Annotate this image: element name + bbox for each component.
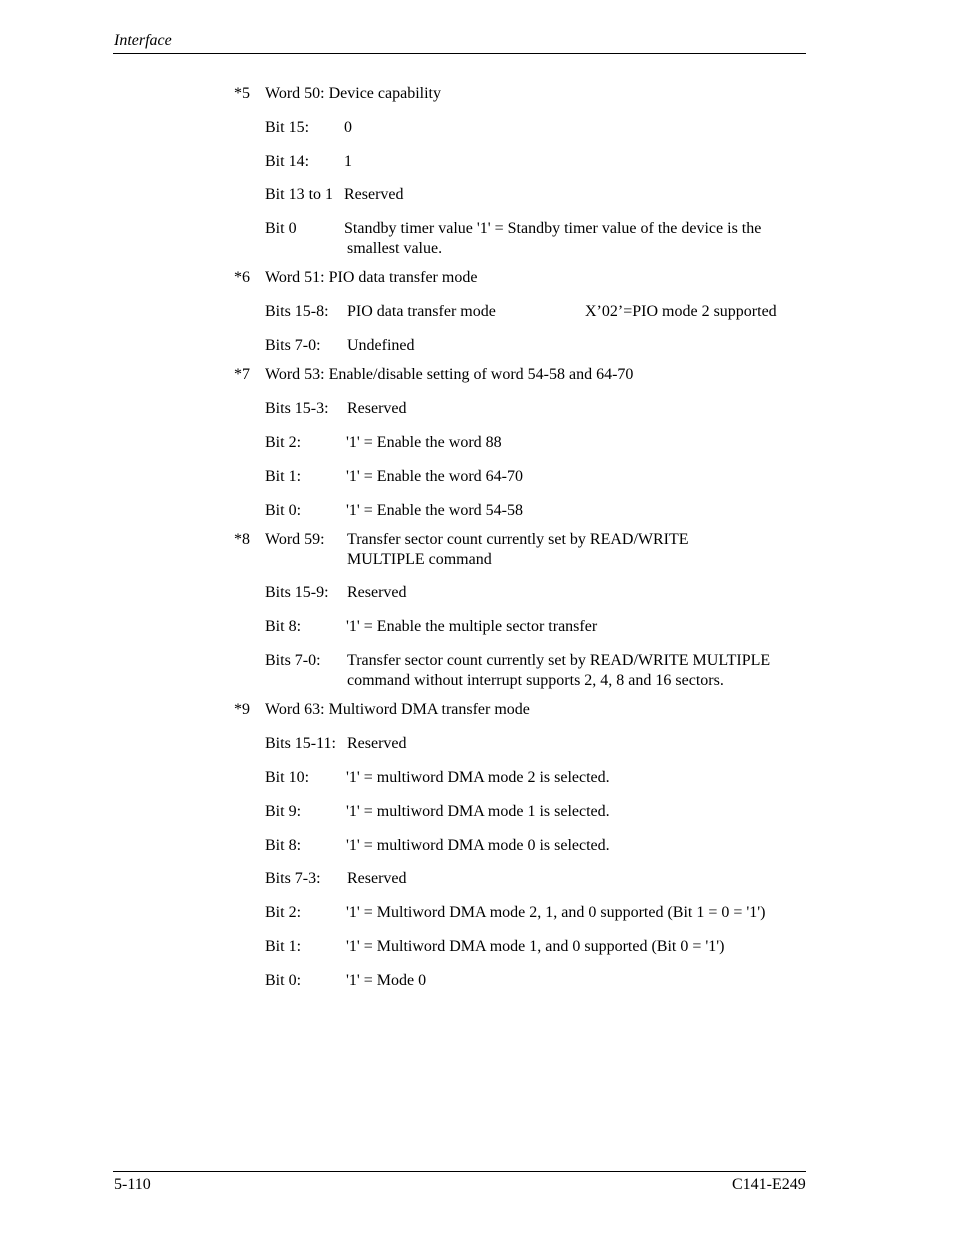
bit-desc: '1' = Enable the word 64-70 [346, 468, 523, 485]
bit-label: Bits 15-3: [265, 400, 329, 417]
bit-desc-cont: command without interrupt supports 2, 4, 8 and 16 sectors. [347, 672, 724, 689]
bit-desc: Undefined [347, 337, 415, 354]
note-desc-cont: MULTIPLE command [347, 551, 492, 568]
bit-desc: '1' = Enable the word 54-58 [346, 502, 523, 519]
bit-desc: Transfer sector count currently set by READ/WRITE MULTIPLE [347, 652, 771, 669]
bit-label: Bit 15: [265, 119, 310, 136]
note-marker: *9 [234, 701, 250, 718]
bit-desc: '1' = Mode 0 [346, 972, 427, 989]
bit-desc: '1' = multiword DMA mode 0 is selected. [346, 837, 610, 854]
bit-label: Bit 2: [265, 434, 302, 451]
bit-label: Bit 10: [265, 769, 310, 786]
note-desc: Transfer sector count currently set by READ/WRITE [347, 531, 689, 548]
page-number: 5-110 [114, 1176, 151, 1193]
bit-label: Bit 14: [265, 153, 310, 170]
footer-rule [113, 1171, 806, 1172]
bit-desc: '1' = multiword DMA mode 2 is selected. [346, 769, 610, 786]
note-label: Word 59: [265, 531, 325, 548]
bit-desc: '1' = Enable the multiple sector transfer [346, 618, 598, 635]
bit-desc: PIO data transfer mode [347, 303, 496, 320]
note-marker: *8 [234, 531, 250, 548]
bit-desc: Reserved [347, 735, 407, 752]
bit-desc: Reserved [347, 400, 407, 417]
bit-label: Bits 15-8: [265, 303, 329, 320]
note-marker: *7 [234, 366, 250, 383]
bit-desc: '1' = Multiword DMA mode 2, 1, and 0 supported (Bit 1 = 0 = '1') [346, 904, 766, 921]
bit-desc: Standby timer value '1' = Standby timer value of the device is the [344, 220, 762, 237]
bit-label: Bit 9: [265, 803, 302, 820]
bit-label: Bit 13 to 1 [265, 186, 334, 203]
bit-label: Bit 0 [265, 220, 297, 237]
note-marker: *6 [234, 269, 250, 286]
bit-desc: '1' = multiword DMA mode 1 is selected. [346, 803, 610, 820]
bit-desc: '1' = Multiword DMA mode 1, and 0 supported (Bit 0 = '1') [346, 938, 725, 955]
bit-label: Bit 0: [265, 972, 302, 989]
bit-desc: 0 [344, 119, 352, 136]
note-title: Word 53: Enable/disable setting of word 54-58 and 64-70 [265, 366, 634, 383]
bit-label: Bit 1: [265, 938, 302, 955]
bit-label: Bit 0: [265, 502, 302, 519]
note-title: Word 51: PIO data transfer mode [265, 269, 478, 286]
bit-label: Bits 15-11: [265, 735, 336, 752]
bit-desc: 1 [344, 153, 352, 170]
note-title: Word 50: Device capability [265, 85, 441, 102]
note-marker: *5 [234, 85, 250, 102]
bit-desc-extra: X’02’=PIO mode 2 supported [585, 303, 777, 320]
bit-label: Bits 15-9: [265, 584, 329, 601]
bit-label: Bit 8: [265, 618, 302, 635]
header-rule [113, 53, 806, 54]
bit-label: Bits 7-0: [265, 337, 321, 354]
bit-label: Bit 8: [265, 837, 302, 854]
bit-label: Bit 1: [265, 468, 302, 485]
bit-label: Bits 7-0: [265, 652, 321, 669]
bit-desc: Reserved [347, 584, 407, 601]
note-title: Word 63: Multiword DMA transfer mode [265, 701, 530, 718]
bit-label: Bits 7-3: [265, 870, 321, 887]
bit-desc: '1' = Enable the word 88 [346, 434, 502, 451]
bit-desc: Reserved [347, 870, 407, 887]
bit-desc: Reserved [344, 186, 404, 203]
running-header: Interface [114, 32, 172, 49]
bit-desc-cont: smallest value. [347, 240, 443, 257]
bit-label: Bit 2: [265, 904, 302, 921]
document-id: C141-E249 [732, 1176, 806, 1193]
